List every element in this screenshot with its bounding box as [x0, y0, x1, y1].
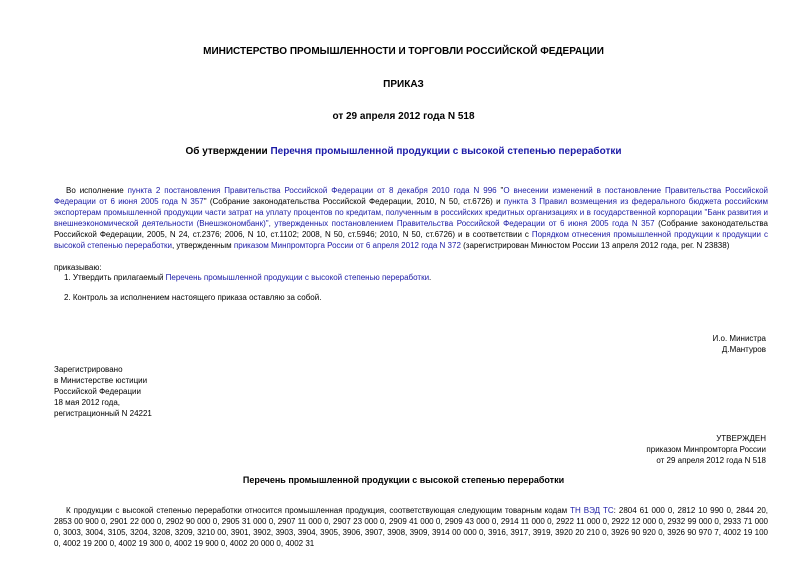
list-codes: : 2804 61 000 0, 2812 10 990 0, 2844 20, 2853 00 900 0, 2901 22 000 0, 2902 90 000 0, 2905 31 000 0, 2907 11 000 0, 2907 23 000 0, 2909 41 000 0, 2909 43 000 0, 2914 11 000 0, 2922 11 000 0, 2922 12 000 0, 2932 99 000 0, 2933 71 000 0, 3003, 3004, 3105, 3204, 3208, 3209, 3210 00, 3901, 3902, 3903, 3904, 3905, 3906, 3907, 3908, 3909, 3914 00 000 0, 3916, 3917, 3919, 3920 20 210 0, 3926 90 920 0, 3926 90 970 7, 4002 19 100 0, 4002 19 200 0, 4002 19 300 0, 4002 19 900 0, 4002 20 000 0, 4002 31 [54, 506, 769, 548]
preamble-text-5: , утвержденным [171, 241, 234, 250]
preamble-text-4: (Собрание законодательства Российской Федерации, 2005, N 24, ст.2376; 2006, N 10, ст.1102; 2008, N 50, ст.5946; 2010, N 50, ст.6726) и в соответствии с [54, 219, 769, 239]
order-item-1 [64, 272, 764, 283]
preamble-paragraph [54, 185, 768, 251]
registration-line-1: Зарегистрировано [54, 365, 123, 374]
doc-subject [0, 146, 807, 157]
preamble-text-2: " [496, 186, 504, 195]
list-title: Перечень промышленной продукции с высокой степенью переработки [242, 475, 565, 485]
order-372-link[interactable]: приказом Минпромторга России от 6 апреля 2012 года N 372 [233, 241, 461, 250]
registration-line-2: в Министерстве юстиции [54, 376, 148, 385]
order-intro: приказываю: [54, 263, 102, 272]
decree-996-link[interactable]: пункта 2 постановления Правительства Российской Федерации от 8 декабря 2010 года N 996 [127, 186, 497, 195]
approval-line-3: от 29 апреля 2012 года N 518 [656, 456, 766, 465]
order-item-1-prefix: 1. Утвердить прилагаемый [64, 273, 166, 282]
signature-position: И.о. Министра [712, 334, 766, 343]
approval-block [646, 433, 766, 466]
preamble-text-1: Во исполнение [66, 186, 128, 195]
subject-link[interactable]: Перечня промышленной продукции с высокой степенью переработки [270, 146, 622, 157]
tn-ved-link[interactable]: ТН ВЭД ТС [570, 506, 614, 515]
registration-line-4: 18 мая 2012 года, [54, 398, 120, 407]
order-item-1-suffix: . [429, 273, 432, 282]
registration-line-5: регистрационный N 24221 [54, 409, 152, 418]
list-intro: К продукции с высокой степенью переработки относится промышленная продукция, соответствующая следующим товарным кодам [66, 506, 571, 515]
rules-point-3-link[interactable]: пункта 3 Правил возмещения из федерального бюджета российским экспортерам промышленной продукции части затрат на уплату процентов по кредитам, полученным в российских кредитных организациях и в государственной корпорации "Банк развития и внешнеэкономической деятельности (Внешэкономбанк)", утвержденных постановлением Правительства Российской Федерации от 6 июня 2005 года N 357 [54, 197, 769, 228]
approval-line-2: приказом Минпромторга России [646, 445, 766, 454]
list-paragraph [54, 505, 768, 549]
subject-prefix: Об утверждении [185, 146, 271, 157]
doc-date-number: от 29 апреля 2012 года N 518 [332, 111, 475, 122]
approval-line-1: УТВЕРЖДЕН [716, 434, 766, 443]
registration-line-3: Российской Федерации [54, 387, 141, 396]
registration-block [54, 364, 152, 419]
doc-type: ПРИКАЗ [383, 79, 424, 90]
decree-357-amend-link[interactable]: О внесении изменений в постановление Правительства Российской Федерации от 6 июня 2005 года N 357 [54, 186, 769, 206]
preamble-text-3: " (Собрание законодательства Российской Федерации, 2010, N 50, ст.6726) и [203, 197, 504, 206]
signature-name: Д.Мантуров [721, 345, 766, 354]
preamble-text-6: (зарегистрирован Минюстом России 13 апреля 2012 года, рег. N 23838) [460, 241, 730, 250]
approved-list-link[interactable]: Перечень промышленной продукции с высокой степенью переработки [165, 273, 430, 282]
order-item-2: 2. Контроль за исполнением настоящего приказа оставляю за собой. [64, 293, 322, 302]
procedure-link[interactable]: Порядком отнесения промышленной продукции к продукции с высокой степенью переработки [54, 230, 768, 250]
ministry-title: МИНИСТЕРСТВО ПРОМЫШЛЕННОСТИ И ТОРГОВЛИ РОССИЙСКОЙ ФЕДЕРАЦИИ [203, 46, 604, 57]
